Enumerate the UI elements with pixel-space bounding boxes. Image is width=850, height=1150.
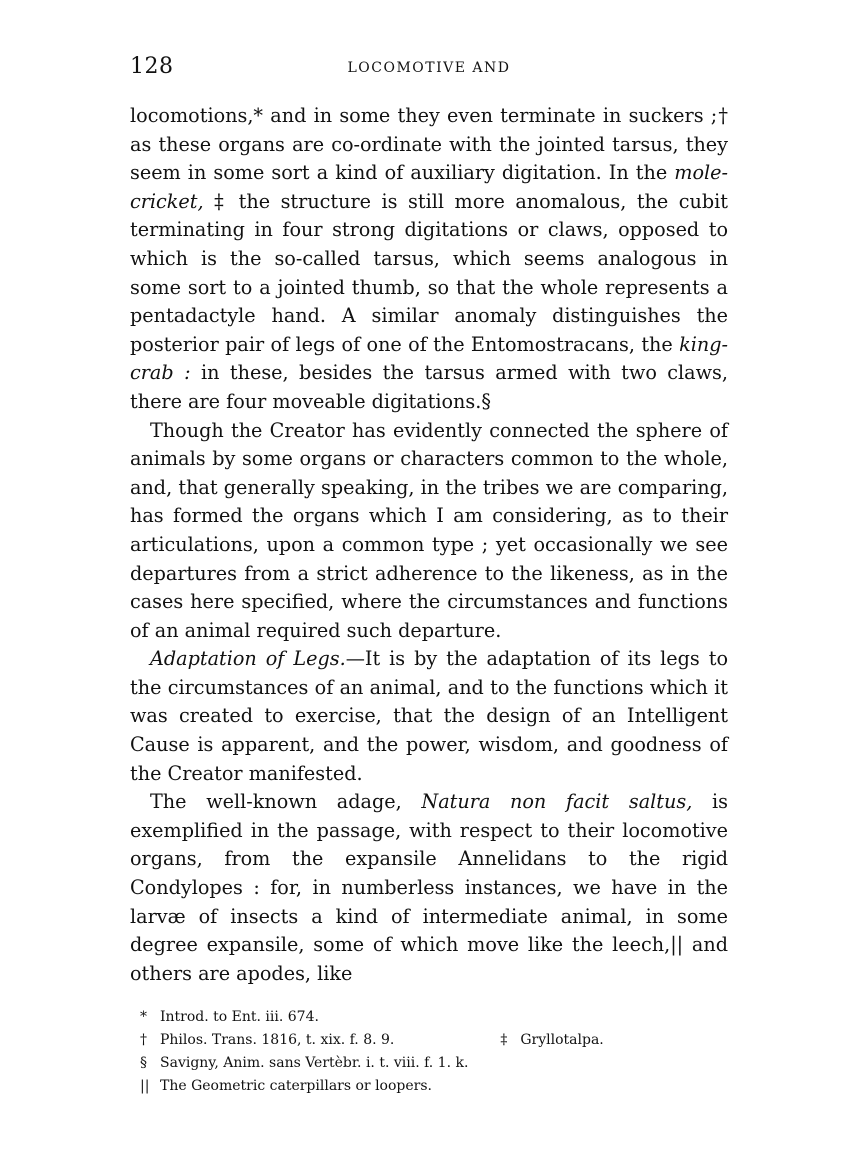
footnote-text: Gryllotalpa. — [520, 1032, 604, 1049]
footnote-mark: § — [140, 1055, 147, 1072]
footnote — [140, 1052, 728, 1075]
page-header — [130, 54, 728, 94]
footnote-mark: ‡ — [500, 1032, 508, 1049]
footnote-text: Introd. to Ent. iii. 674. — [160, 1009, 319, 1026]
footnotes — [140, 1006, 728, 1098]
paragraph — [130, 645, 728, 788]
text-run: in these, besides the tarsus armed with two claws, there are four moveable digitations.§ — [130, 361, 728, 413]
paragraph — [130, 788, 728, 988]
italic-term: Natura non facit saltus, — [421, 790, 693, 814]
text-run: —It is by the adaptation of its legs to the circumstances of an animal, and to the functions which it was created to exercise, that the design of an Intelligent Cause is apparent, and the power, wisdom, and goodness of the Creator manifested. — [130, 647, 728, 785]
body-text — [130, 102, 728, 988]
footnote-mark: * — [140, 1009, 147, 1026]
text-run: is exemplified in the passage, with respect to their locomotive organs, from the expansile Annelidans to the rigid Condylopes : for, in numberless instances, we have in the larvæ of insects a kind of intermediate animal, in some degree expansile, some of which move like the leech,|| and others are apodes, like — [130, 790, 728, 985]
section-heading: Adaptation of Legs. — [150, 647, 346, 671]
paragraph — [130, 102, 728, 417]
footnote-text: Savigny, Anim. sans Vertèbr. i. t. viii. f. 1. k. — [160, 1055, 469, 1072]
footnote-mark: || — [140, 1078, 150, 1095]
italic-term: king-crab : — [130, 332, 728, 385]
footnote-text: Philos. Trans. 1816, t. xix. f. 8. 9. — [160, 1032, 395, 1049]
page-number: 128 — [130, 54, 174, 79]
text-run: The well-known adage, — [150, 790, 422, 814]
footnote — [140, 1006, 728, 1029]
footnote-text: The Geometric caterpillars or loopers. — [160, 1078, 432, 1095]
paragraph — [130, 417, 728, 646]
footnote — [140, 1075, 728, 1098]
footnote — [500, 1029, 603, 1052]
book-page — [130, 54, 728, 1098]
text-run: locomotions,* and in some they even terminate in suckers ;† as these organs are co-ordinate with the jointed tarsus, they seem in some sort a kind of auxiliary digitation. In the — [130, 104, 728, 185]
text-run: Though the Creator has evidently connected the sphere of animals by some organs or characters common to the whole, and, that generally speaking, in the tribes we are comparing, has formed the organs which I am considering, as to their articulations, upon a common type ; yet occasionally we see departures from a strict adherence to the likeness, as in the cases here specified, where the circumstances and functions of an animal required such departure. — [130, 418, 728, 642]
running-title: LOCOMOTIVE AND — [347, 60, 511, 76]
text-run: ‡ the structure is still more anomalous, the cubit terminating in four strong digitations or claws, opposed to which is the so-called tarsus, which seems analogous in some sort to a jointed thumb, so that the whole represents a pentadactyle hand. A similar anomaly distinguishes the posterior pair of legs of one of the Entomostracans, the — [130, 189, 728, 356]
footnote-row — [140, 1029, 728, 1052]
footnote — [140, 1029, 394, 1052]
italic-term: mole-cricket, — [130, 161, 728, 213]
footnote-mark: † — [140, 1032, 147, 1049]
